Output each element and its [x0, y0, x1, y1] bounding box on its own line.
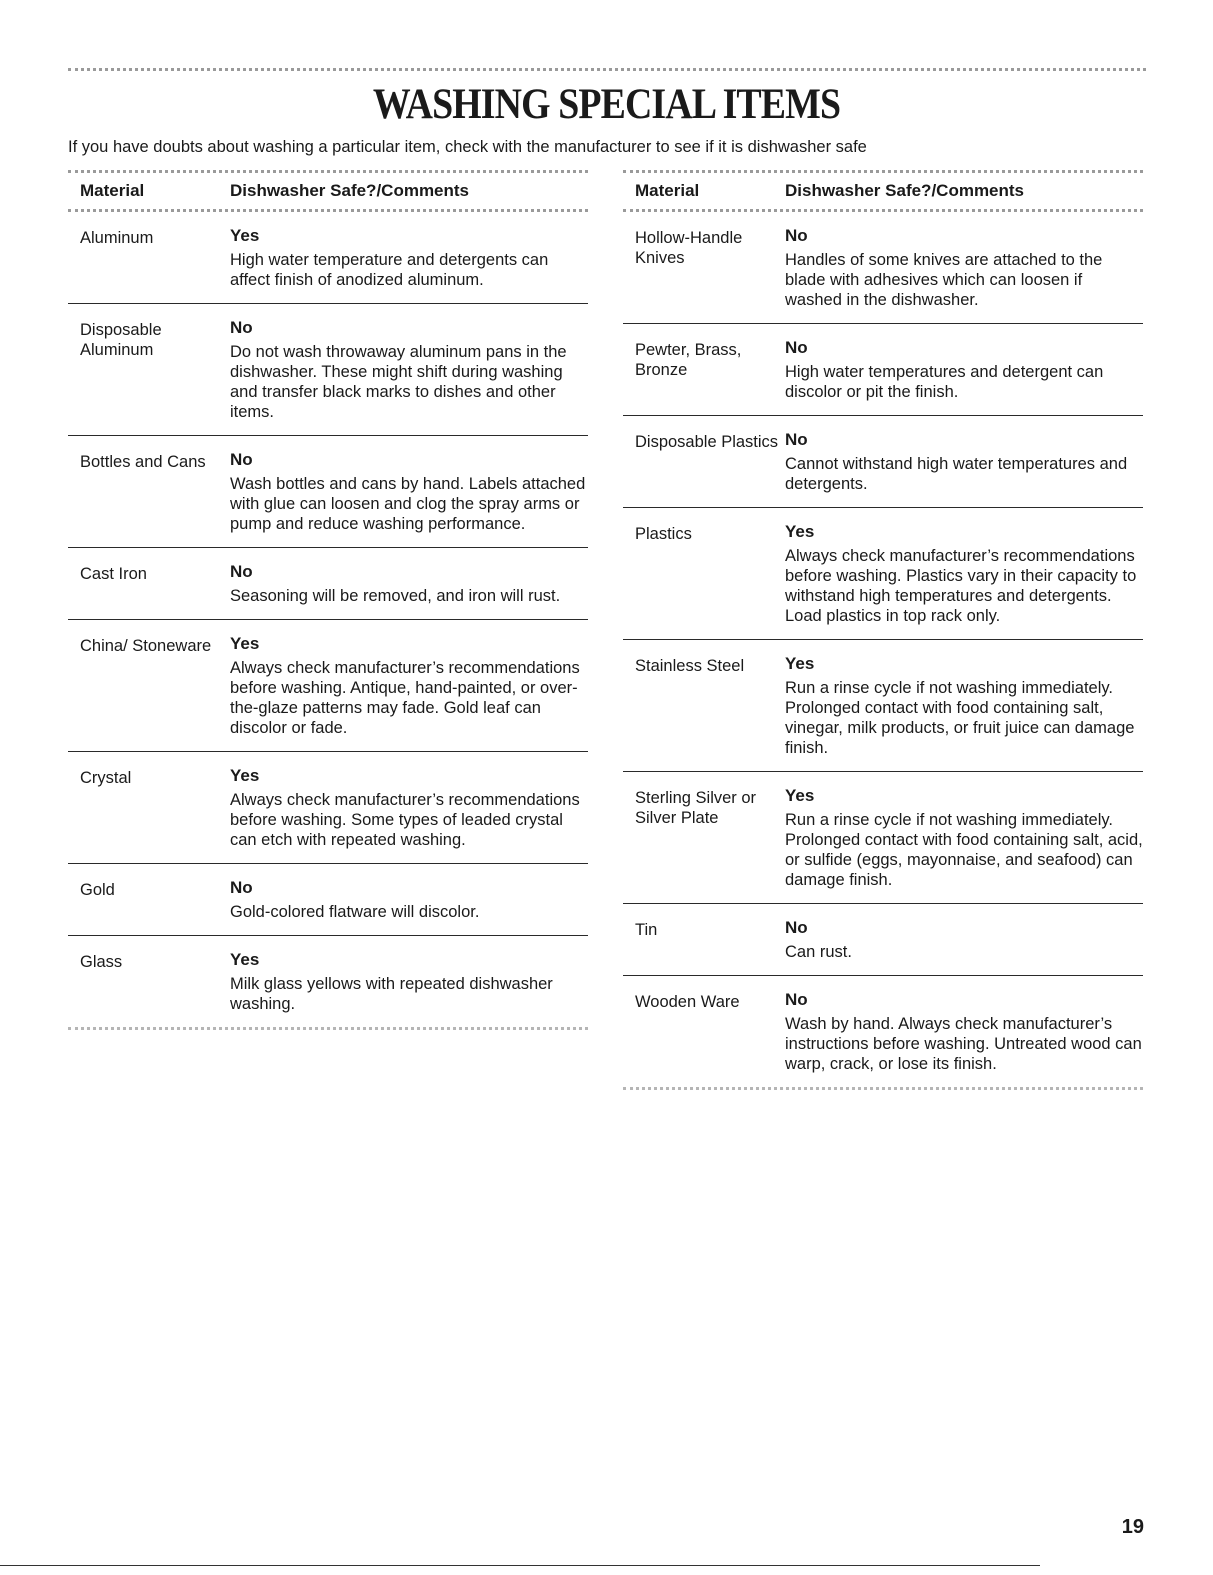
table-rows [623, 212, 1143, 1087]
table-row [68, 751, 588, 863]
material-cell: Wooden Ware [635, 993, 740, 1011]
comment-text: Wash by hand. Always check manufacturer’s instructions before washing. Untreated wood can warp, crack, or lose its finish. [785, 1015, 1142, 1073]
table-header [68, 173, 588, 209]
safe-verdict: Yes [230, 950, 260, 969]
table-end-rule [623, 1087, 1143, 1090]
material-cell: Hollow-Handle Knives [635, 229, 743, 267]
safe-verdict: No [785, 990, 808, 1009]
comment-text: High water temperatures and detergent can discolor or pit the finish. [785, 363, 1104, 401]
material-cell: Bottles and Cans [80, 453, 206, 471]
table-end-rule [68, 1027, 588, 1030]
safe-verdict: No [785, 338, 808, 357]
material-cell: Aluminum [80, 229, 154, 247]
comment-text: Seasoning will be removed, and iron will rust. [230, 587, 561, 605]
safe-verdict: Yes [230, 766, 260, 785]
comments-cell [228, 226, 588, 290]
comments-cell [783, 654, 1143, 758]
comments-cell [783, 226, 1143, 310]
comment-text: Run a rinse cycle if not washing immediately. Prolonged contact with food containing salt, vinegar, milk products, or fruit juice can damage finish. [785, 679, 1135, 757]
comment-text: Always check manufacturer’s recommendations before washing. Some types of leaded crystal can etch with repeated washing. [230, 791, 580, 849]
safe-verdict: Yes [230, 634, 260, 653]
comments-cell [228, 766, 588, 850]
comments-cell [783, 990, 1143, 1074]
comments-cell [783, 430, 1143, 494]
table-row [623, 323, 1143, 415]
comments-cell [783, 522, 1143, 626]
table-row [623, 212, 1143, 323]
safe-verdict: No [785, 226, 808, 245]
top-divider [68, 68, 1146, 71]
table-row [623, 415, 1143, 507]
header-comments: Dishwasher Safe?/Comments [230, 181, 470, 200]
header-comments: Dishwasher Safe?/Comments [785, 181, 1025, 200]
comments-cell [228, 634, 588, 738]
safe-verdict: No [785, 918, 808, 937]
comments-cell [783, 786, 1143, 890]
material-cell: Plastics [635, 525, 692, 543]
safe-verdict: No [230, 562, 253, 581]
table-row [623, 903, 1143, 975]
material-cell: Tin [635, 921, 658, 939]
material-cell: Gold [80, 881, 115, 899]
safe-verdict: Yes [785, 786, 815, 805]
header-material: Material [80, 181, 145, 200]
table-row [623, 771, 1143, 903]
comments-cell [228, 318, 588, 422]
comment-text: Do not wash throwaway aluminum pans in the dishwasher. These might shift during washing and transfer black marks to dishes and other items. [230, 343, 567, 421]
comments-cell [783, 338, 1143, 402]
comment-text: Handles of some knives are attached to the blade with adhesives which can loosen if washed in the dishwasher. [785, 251, 1103, 309]
table-row [68, 547, 588, 619]
comment-text: Wash bottles and cans by hand. Labels attached with glue can loosen and clog the spray arms or pump and reduce washing performance. [230, 475, 586, 533]
table-row [68, 619, 588, 751]
comment-text: High water temperature and detergents can affect finish of anodized aluminum. [230, 251, 549, 289]
safe-verdict: No [230, 318, 253, 337]
comments-cell [783, 918, 1143, 962]
comment-text: Always check manufacturer’s recommendations before washing. Antique, hand-painted, or over-the-glaze patterns may fade. Gold leaf can discolor or fade. [230, 659, 580, 737]
comment-text: Always check manufacturer’s recommendations before washing. Plastics vary in their capacity to withstand high temperatures and detergents. Load plastics in top rack only. [785, 547, 1137, 625]
table-header [623, 173, 1143, 209]
comment-text: Run a rinse cycle if not washing immediately. Prolonged contact with food containing salt, acid, or sulfide (eggs, mayonnaise, and seafood) can damage finish. [785, 811, 1143, 889]
bottom-divider [0, 1565, 1040, 1566]
safe-verdict: No [230, 878, 253, 897]
material-cell: Sterling Silver or Silver Plate [635, 789, 757, 827]
table-row [68, 212, 588, 303]
table-right-column [623, 170, 1143, 1090]
safe-verdict: No [785, 430, 808, 449]
material-cell: China/ Stoneware [80, 637, 212, 655]
comment-text: Can rust. [785, 943, 852, 961]
comments-cell [228, 950, 588, 1014]
comment-text: Gold-colored flatware will discolor. [230, 903, 480, 921]
table-row [623, 975, 1143, 1087]
table-rows [68, 212, 588, 1027]
comment-text: Milk glass yellows with repeated dishwasher washing. [230, 975, 553, 1013]
safe-verdict: Yes [230, 226, 260, 245]
safe-verdict: Yes [785, 522, 815, 541]
material-cell: Disposable Plastics [635, 433, 779, 451]
safe-verdict: Yes [785, 654, 815, 673]
table-row [68, 435, 588, 547]
comments-cell [228, 450, 588, 534]
material-cell: Cast Iron [80, 565, 147, 583]
page-title: WASHING SPECIAL ITEMS [372, 81, 841, 128]
material-cell: Crystal [80, 769, 132, 787]
table-row [68, 303, 588, 435]
table-left-column [68, 170, 588, 1030]
table-row [623, 507, 1143, 639]
table-row [68, 863, 588, 935]
material-cell: Pewter, Brass, Bronze [635, 341, 742, 379]
material-cell: Disposable Aluminum [80, 321, 162, 359]
intro-text: If you have doubts about washing a particular item, check with the manufacturer to see if it is dishwasher safe [68, 138, 867, 156]
comment-text: Cannot withstand high water temperatures and detergents. [785, 455, 1128, 493]
comments-cell [228, 878, 588, 922]
material-cell: Glass [80, 953, 123, 971]
page-number: 19 [1121, 1516, 1144, 1538]
header-material: Material [635, 181, 700, 200]
material-cell: Stainless Steel [635, 657, 745, 675]
comments-cell [228, 562, 588, 606]
safe-verdict: No [230, 450, 253, 469]
table-row [68, 935, 588, 1027]
table-row [623, 639, 1143, 771]
